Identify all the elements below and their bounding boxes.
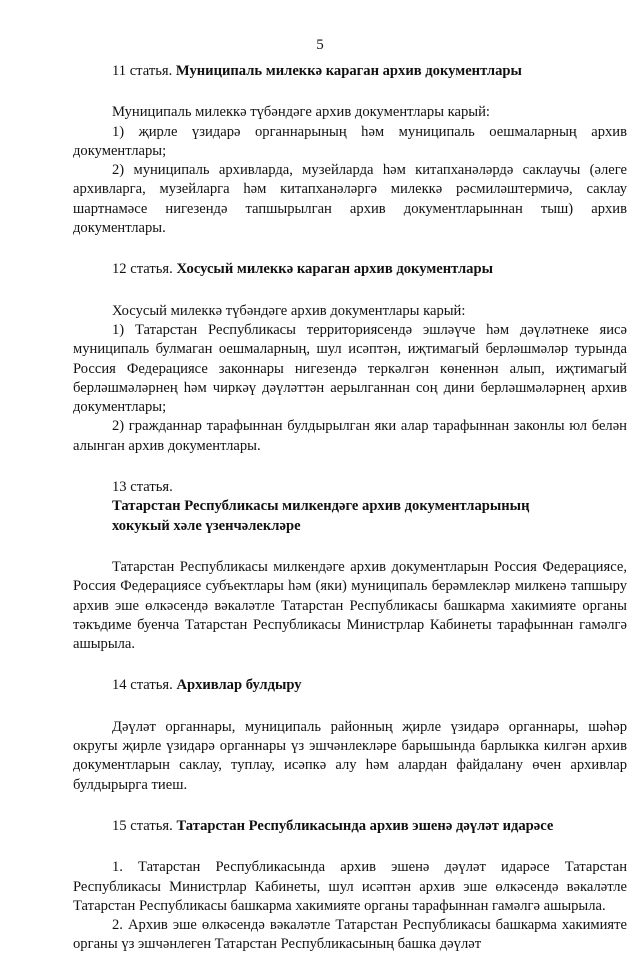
article-title: Архивлар булдыру	[176, 677, 302, 694]
article-title: Муниципаль милеккә караган архив документлары	[175, 63, 522, 79]
article-heading	[73, 676, 627, 695]
article-paragraph: 2) муниципаль архивларда, музейларда һәм китапханәләрдә саклаучы (әлеге архивларга, музейларга һәм китапханәләргә милеккә рәсмиләштермичә, саклау шартнамәсе нигезендә тапшырылган архив документларыннан тыш) архив документлары.	[73, 162, 627, 237]
article-paragraph: Дәүләт органнары, муниципаль районның җирле үзидарә органнары, шәһәр округы җирле үзидарә органнары үз эшчәнлекләре барышында барлыкка килгән архив документларын саклау, туплау, исәпкә алу һәм алардан файдалану өчен архивлар булдырырга тиеш.	[73, 718, 627, 793]
article-heading	[73, 62, 627, 81]
article-number: 12 статья.	[112, 261, 173, 278]
page-number: 5	[316, 37, 324, 53]
article-title: Хосусый милеккә караган архив документлары	[176, 261, 493, 278]
article-heading	[73, 817, 627, 836]
article-14	[73, 676, 627, 794]
article-intro: Муниципаль милеккә түбәндәге архив документлары карый:	[112, 104, 490, 121]
article-paragraph: Татарстан Республикасы милкендәге архив документларын Россия Федерациясе, Россия Федерациясе субъектлары һәм (яки) муниципаль берәмлекләр милкенә тапшыру архив эше өлкәсендә вәкаләтле Татарстан Республикасы башкарма хакимияте органы тәкъдиме буенча Татарстан Республикасы Министрлар Кабинеты тарафыннан гамәлгә ашырыла.	[73, 558, 627, 653]
article-paragraph: 1) җирле үзидарә органнарының һәм муниципаль оешмаларның архив документлары;	[73, 123, 627, 159]
article-title: Татарстан Республикасы милкендәге архив документларының хокукый хәле үзенчәлекләре	[112, 498, 530, 534]
article-12	[73, 260, 627, 456]
article-number: 14 статья.	[112, 677, 173, 694]
article-heading	[73, 260, 627, 279]
article-13	[73, 478, 627, 654]
article-15	[73, 817, 627, 955]
article-intro: Хосусый милеккә түбәндәге архив документлары карый:	[112, 302, 466, 319]
article-paragraph: 2. Архив эше өлкәсендә вәкаләтле Татарстан Республикасы башкарма хакимияте органы үз эшчәнлеген Татарстан Республикасының башка дәүләт	[73, 917, 627, 953]
article-paragraph: 1) Татарстан Республикасы территориясендә эшләүче һәм дәүләтнеке яисә муниципаль булмаган оешмаларның, шул исәптән, иҗтимагый берләшмәләр турында Россия Федерациясе законнары нигезендә теркәлгән көненнән алып, иҗтимагый берләшмәләрнең һәм чиркәү дәүләттән аерылганнан соң дини берләшмәләрнең архив документлары;	[73, 321, 627, 416]
article-title: Татарстан Республикасында архив эшенә дәүләт идарәсе	[176, 817, 554, 834]
document-body	[73, 62, 627, 955]
article-heading	[73, 478, 627, 536]
article-number: 15 статья.	[112, 817, 173, 834]
article-paragraph: 1. Татарстан Республикасында архив эшенә дәүләт идарәсе Татарстан Республикасы Министрлар Кабинеты, шул исәптән архив эше өлкәсендә вәкаләтле Татарстан Республикасы башкарма хакимияте органы тарафыннан гамәлгә ашырыла.	[73, 859, 627, 914]
article-number: 11 статья.	[112, 63, 173, 79]
article-11	[73, 62, 627, 238]
article-number: 13 статья.	[112, 479, 173, 496]
article-paragraph: 2) гражданнар тарафыннан булдырылган яки алар тарафыннан законлы юл белән алынган архив документлары.	[73, 418, 627, 454]
